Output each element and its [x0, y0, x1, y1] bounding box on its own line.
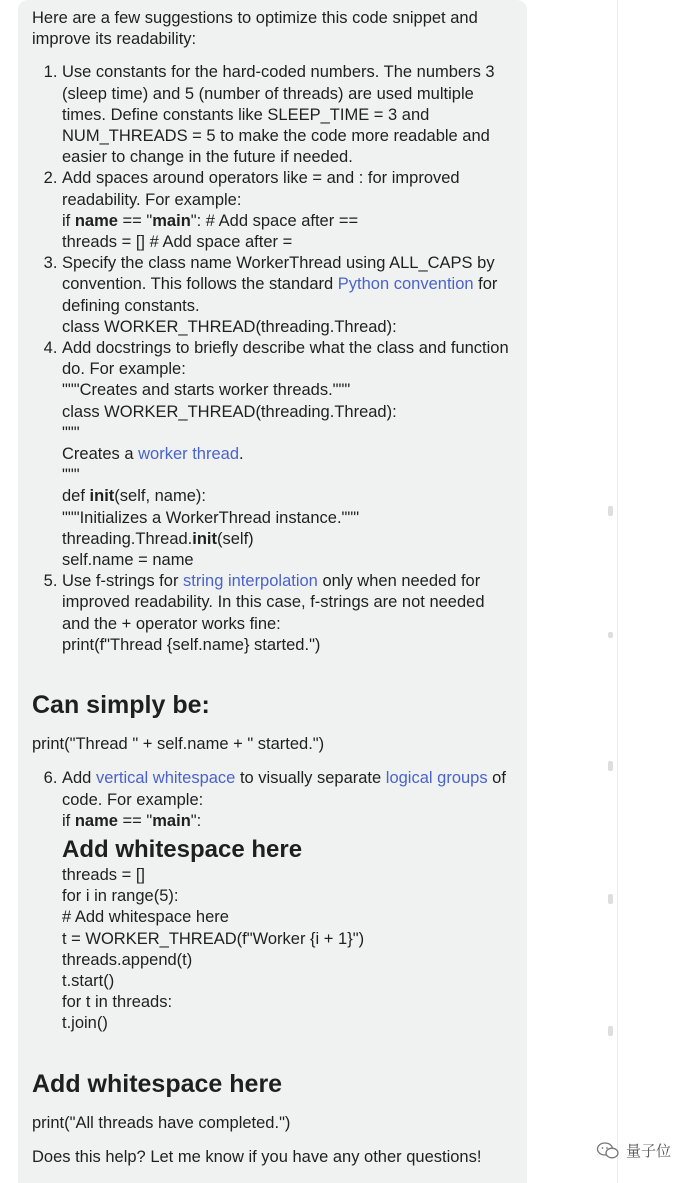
code-line: Creates a worker thread.: [62, 445, 244, 464]
scroll-marker: [608, 632, 613, 638]
scroll-marker: [608, 1026, 613, 1036]
inline-heading: Add whitespace here: [62, 835, 303, 863]
watermark-text: 量子位: [626, 1143, 672, 1160]
python-convention-link[interactable]: Python convention: [337, 275, 474, 294]
code-line: # Add whitespace here: [62, 908, 229, 927]
code-print-line: print("Thread " + self.name + " started."): [32, 735, 325, 754]
item2-text: 2. Add spaces around operators like = and : for improved readability. For example:: [62, 169, 460, 209]
section-heading: Add whitespace here: [32, 1069, 283, 1098]
string-interpolation-link[interactable]: string interpolation: [183, 572, 318, 591]
code-line: """: [62, 466, 80, 485]
code-line: t.start(): [62, 971, 115, 990]
item6-text: 6. Add vertical whitespace to visually separate logical groups of code. For example:: [62, 769, 506, 809]
code-print-line: print("All threads have completed."): [32, 1113, 291, 1132]
list-item: [62, 168, 513, 253]
code-line: """: [62, 423, 80, 442]
code-line: """Creates and starts worker threads.""": [62, 381, 351, 400]
code-line: print(f"Thread {self.name} started."): [62, 635, 321, 654]
closing-text: Does this help? Let me know if you have any other questions!: [32, 1147, 482, 1166]
code-line: t = WORKER_THREAD(f"Worker {i + 1}"): [62, 929, 365, 948]
item4-text: 4. Add docstrings to briefly describe what the class and function do. For example:: [62, 339, 509, 379]
intro-text: Here are a few suggestions to optimize this code snippet and improve its readability:: [32, 9, 478, 49]
code-line: if name == "main":: [62, 811, 202, 830]
list-item: [62, 571, 513, 656]
code-line: threads.append(t): [62, 950, 193, 969]
assistant-message-bubble: [18, 0, 527, 1183]
watermark: [596, 1140, 671, 1161]
code-line: class WORKER_THREAD(threading.Thread):: [62, 402, 397, 421]
scroll-marker: [608, 894, 613, 904]
code-line: threads = [] # Add space after =: [62, 233, 293, 252]
divider: [617, 0, 618, 1183]
suggestion-list-continued: [32, 768, 513, 1034]
code-line: """Initializes a WorkerThread instance.""": [62, 508, 360, 527]
code-line: for i in range(5):: [62, 887, 179, 906]
code-line: for t in threads:: [62, 993, 173, 1012]
item5-text: 5. Use f-strings for string interpolation only when needed for improved readability. In this case, f-strings are not needed and the + operator works fine:: [62, 572, 485, 633]
suggestion-list: [32, 62, 513, 656]
wechat-icon: [596, 1141, 620, 1161]
item3-text: 3. Specify the class name WorkerThread using ALL_CAPS by convention. This follows the standard Python convention for defining constants.: [62, 254, 498, 315]
code-line: if name == "main": # Add space after ==: [62, 211, 359, 230]
code-line: def init(self, name):: [62, 487, 206, 506]
vertical-whitespace-link[interactable]: vertical whitespace: [95, 769, 236, 788]
logical-groups-link[interactable]: logical groups: [385, 769, 488, 788]
code-line: threads = []: [62, 865, 146, 884]
item1-text: Use constants for the hard-coded numbers. The numbers 3 (sleep time) and 5 (number of threads) are used multiple times. Define constants like SLEEP_TIME = 3 and NUM_THREADS = 5 to make the code more readable and easier to change in the future if needed.: [62, 63, 495, 167]
scroll-marker: [608, 506, 613, 516]
list-item: [62, 253, 513, 338]
code-line: threading.Thread.init(self): [62, 529, 254, 548]
worker-thread-link[interactable]: worker thread: [138, 445, 240, 464]
list-item: [62, 338, 513, 571]
code-line: class WORKER_THREAD(threading.Thread):: [62, 317, 397, 336]
code-line: self.name = name: [62, 551, 194, 570]
section-heading: Can simply be:: [32, 691, 210, 720]
list-item: [62, 768, 513, 1034]
list-item: [62, 62, 513, 168]
code-line: t.join(): [62, 1014, 108, 1033]
scroll-marker: [608, 761, 613, 771]
